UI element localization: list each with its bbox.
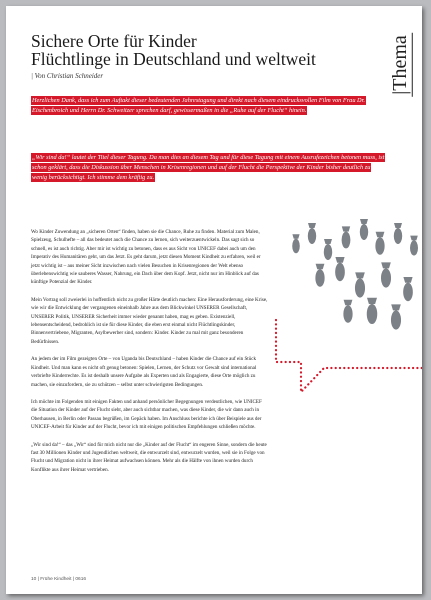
highlight-paragraph-1 — [31, 96, 386, 116]
title-line-2: Flüchtlinge in Deutschland und weltweit — [31, 49, 316, 69]
section-label — [386, 24, 416, 106]
body-paragraph-1: Wo Kinder Zuwendung an „sicheren Orten“ finden, haben sie die Chance, Ruhe zu finden. Material zum Malen, Spielzeug, Schulhefte – all das bedeutet auch die Chance zu lernen, sich weiterzuentwickeln. Das sagt sich so schnell, es ist auch richtig. Aber mir ist wichtig zu betonen, dass es aus Sicht von UNICEF dabei auch um den Imperativ des Humanitären geht, um das Jetzt. Es geht darum, jetzt diesen Moment Kindheit zu erfahren, weil er jetzt wichtig ist – aus meiner Sicht inzwischen nach vielen Besuchen in Krisenregionen der Welt ebenso überlebenswichtig wie sauberes Wasser, Nahrung, ein Dach über dem Kopf. Jetzt, nicht nur im Hinblick auf das künftige Potenzial der Kinder. — [31, 229, 261, 286]
author-line: | Von Christian Schneider — [31, 72, 104, 80]
dotted-protective-line — [276, 320, 422, 392]
highlight-text-1: Herzlichen Dank, dass ich zum Auftakt dieser bedeutenden Jahrestagung und direkt nach diesem eindrucksvollen Film von Frau Dr. Eischenbroich und Herrn Dr. Schweitzer sprechen darf, gewissermaßen in die „Ruhe auf der Flucht“ hinein. — [32, 97, 365, 114]
body-paragraph-5: „Wir sind da!“ – das „Wir“ sind für mich nicht nur die „Kinder auf der Flucht“ im engeren Sinne, sondern die heute fast 30 Millionen Kinder und Jugendlichen weltweit, die entwurzelt sind, entwurzelt wurden, weil sie in Folge von Flucht und Migration nicht in ihrer Heimat aufwachsen können. Mehr als die Hälfte von ihnen wurden durch Konflikte aus ihrer Heimat vertrieben. — [31, 441, 267, 473]
highlight-text-2: „Wir sind da!“ lautet der Titel dieser Tagung. Da man dies an diesem Tag und für diese Tagung mit einem Ausrufezeichen betonen muss, ist schon geklärt, dass die Diskussion über Menschen in Krisenregionen und auf der Flucht die Perspektive der Kinder bisher deutlich zu wenig berücksichtigt. Ich stimme dem kräftig zu. — [32, 154, 385, 181]
article-title — [31, 32, 361, 68]
highlight-paragraph-2 — [31, 153, 386, 183]
body-paragraph-2: Mein Vortrag soll zweierlei in hoffentlich nicht zu großer Härte deutlich machen: Eine Herausforderung, eine Krise, wie wir die Entwicklung der vergangenen eineinhalb Jahre aus dem Blickwinkel UNSERER Gesellschaft, UNSERER Politik, UNSERER Sicherheit immer wieder genannt haben, mag es geben. Existenziell, lebensentscheidend, bedrohlich ist sie für diese Kinder, die eben erst einmal nicht Flüchtlingskinder, Binnenvertriebene, Migranten, Asylbewerber sind, sondern: Kinder. Kinder zu mal mit ganz besonderen Bedürfnissen. — [31, 296, 268, 345]
body-paragraph-3: An jedem der im Film gezeigten Orte – von Uganda bis Deutschland – haben Kinder die Chance auf ein Stück Kindheit. Und man kann es nicht oft genug betonen: Spielen, Lernen, der Schutz vor Gewalt sind international verbriefte Kinderrechte. Es ist deshalb unsere Aufgabe als Experten und als Engagierte, diese Orte möglich zu machen, sie einzufordern, sie zu schützen – selbst unter schwierigsten Bedingungen. — [31, 356, 257, 388]
section-label-text: |Thema — [389, 35, 411, 95]
title-line-1: Sichere Orte für Kinder — [31, 31, 197, 51]
falling-bombs-illustration — [268, 206, 422, 396]
article-body — [31, 228, 268, 483]
page-footer: 10 | Frühe Kindheit | 0616 — [31, 577, 87, 582]
body-paragraph-4: Ich möchte im Folgenden mit einigen Fakten und anhand persönlicher Begegnungen verdeutlichen, wie UNICEF die Situation der Kinder auf der Flucht sieht, aber auch sichtbar machen, was diese Kinder, die wir dann auch in Oberhausen, in Berlin oder Passau begrüßen, im Gepäck haben. Im Anschluss berichte ich über Beispiele aus der UNICEF-Arbeit für Kinder auf der Flucht, bevor ich mit einigen politischen Empfehlungen schließen möchte. — [31, 398, 262, 431]
magazine-page — [6, 6, 422, 594]
bomb-group — [292, 219, 418, 330]
